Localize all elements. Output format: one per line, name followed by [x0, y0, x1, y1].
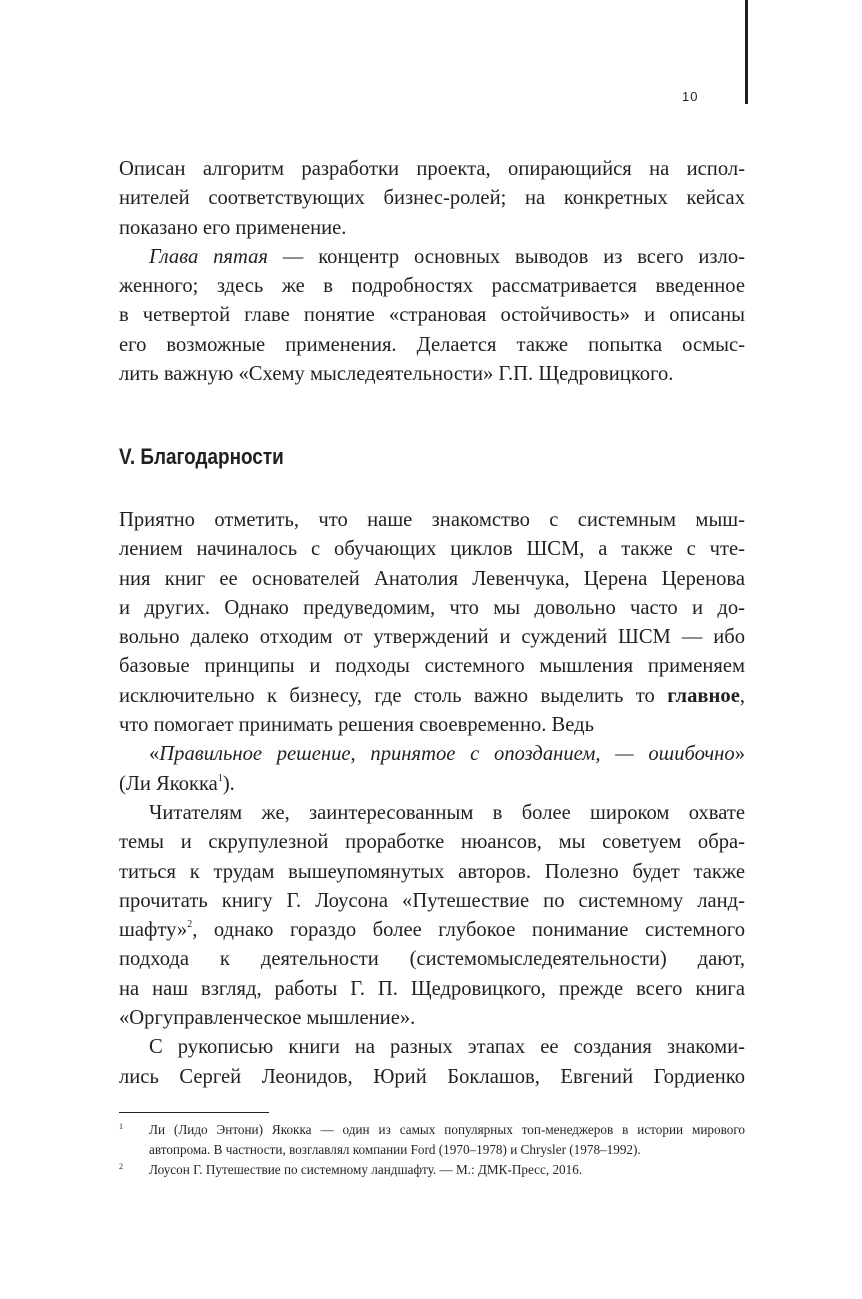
paragraph-algorithm [119, 155, 745, 243]
footnote-line: Ли (Лидо Энтони) Якокка — один из самых популярных топ-менеджеров в истории мирового [149, 1122, 745, 1137]
page-edge-rule [745, 0, 748, 104]
footnote-1 [119, 1120, 745, 1160]
text-line: лись Сергей Леонидов, Юрий Боклашов, Евгений Гордиенко [119, 1065, 745, 1088]
text-line: прочитать книгу Г. Лоусона «Путешествие по системному ланд- [119, 889, 745, 912]
text-line [119, 682, 745, 711]
text-line: С рукописью книги на разных этапах ее создания знакоми- [149, 1036, 745, 1059]
quote-author-line [119, 770, 745, 799]
text-line: Описан алгоритм разработки проекта, опирающийся на испол- [119, 158, 745, 180]
footnote-ref-1[interactable]: 1 [217, 772, 223, 784]
quote-text: Правильное решение, принятое с опозданием, — ошибочно [159, 743, 735, 766]
section-heading: V. Благодарности [119, 444, 284, 469]
footnote-divider [119, 1112, 269, 1113]
text-line: показано его применение. [119, 216, 347, 239]
intro-block [119, 155, 745, 389]
text-line: лением начиналось с обучающих циклов ШСМ, а также с чте- [119, 538, 745, 561]
footnote-ref-2[interactable]: 2 [187, 919, 193, 931]
quote-open: « [149, 743, 160, 766]
paragraph-chapter-five [119, 243, 745, 389]
text-line: нителей соответствующих бизнес-ролей; на конкретных кейсах [119, 187, 745, 210]
footnote-mark: 1 [119, 1122, 123, 1131]
text-line: лить важную «Схему мыследеятельности» Г.П. Щедровицкого. [119, 363, 674, 386]
acknowledgements-block [119, 506, 745, 1092]
text-line: Приятно отметить, что наше знакомство с системным мыш- [119, 509, 745, 531]
text-line: что помогает принимать решения своевременно. Ведь [119, 714, 595, 737]
italic-chapter-title: Глава пятая [149, 245, 268, 268]
text-fragment: шафту» [119, 919, 188, 942]
footnote-mark: 2 [119, 1162, 123, 1171]
paragraph-quote [119, 740, 745, 799]
footnote-line: Лоусон Г. Путешествие по системному ландшафту. — М.: ДМК-Пресс, 2016. [149, 1162, 583, 1177]
text-line: базовые принципы и подходы системного мышления применяем [119, 655, 745, 678]
page-number: 10 [682, 89, 699, 104]
bold-word: главное [667, 684, 740, 707]
text-line: в четвертой главе понятие «страновая остойчивость» и описаны [119, 304, 745, 327]
quote-line [119, 740, 745, 769]
text-line: темы и скрупулезной проработке нюансов, мы советуем обра- [119, 831, 745, 854]
text-line: титься к трудам вышеупомянутых авторов. Полезно будет также [119, 860, 745, 883]
paragraph-manuscript [119, 1033, 745, 1092]
text-line: «Оргуправленческое мышление». [119, 1007, 416, 1030]
text-line: женного; здесь же в подробностях рассматривается введенное [119, 275, 745, 298]
footnote-line: автопрома. В частности, возглавлял компании Ford (1970–1978) и Chrysler (1978–1992). [149, 1142, 641, 1157]
text-line [119, 916, 745, 945]
text-line: его возможные применения. Делается также попытка осмыс- [119, 333, 745, 356]
quote-author: (Ли Якокка [119, 772, 218, 795]
footnotes [119, 1120, 745, 1180]
text-fragment: , [739, 684, 745, 707]
text-line: вольно далеко отходим от утверждений и суждений ШСМ — ибо [119, 626, 745, 649]
text-fragment: , однако гораздо более глубокое понимание системного [192, 919, 745, 942]
text-line: на наш взгляд, работы Г. П. Щедровицкого, прежде всего книга [119, 977, 745, 1000]
text-line: и других. Однако предуведомим, что мы довольно часто и до- [119, 596, 745, 619]
text-line: Читателям же, заинтересованным в более широком охвате [149, 801, 745, 824]
quote-close: » [734, 743, 745, 766]
footnote-2 [119, 1160, 745, 1180]
text-line [119, 243, 745, 272]
text-fragment: ). [222, 772, 235, 795]
paragraph-acknowledgements [119, 506, 745, 740]
paragraph-readers [119, 799, 745, 1033]
text-line: подхода к деятельности (системомыследеятельности) дают, [119, 948, 745, 971]
text-fragment: — концентр основных выводов из всего изло- [267, 245, 745, 268]
text-fragment: исключительно к бизнесу, где столь важно выделить то [119, 684, 668, 707]
text-line: ния книг ее основателей Анатолия Левенчука, Церена Церенова [119, 567, 745, 590]
